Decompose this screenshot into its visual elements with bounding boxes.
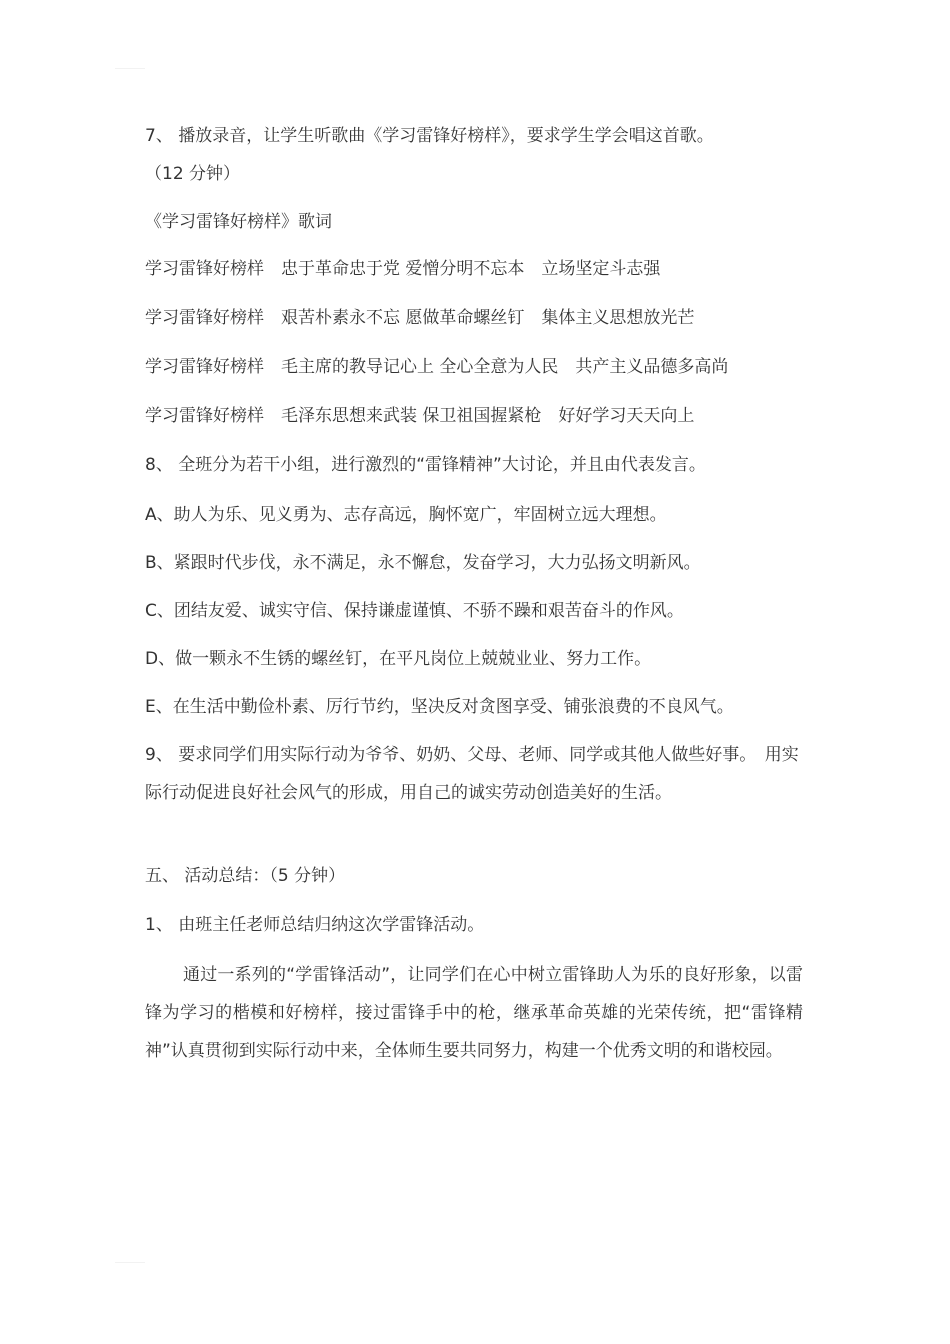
item-7-text: 7、 播放录音，让学生听歌曲《学习雷锋好榜样》，要求学生学会唱这首歌。: [145, 126, 714, 146]
discussion-point-b: B、紧跟时代步伐，永不满足，永不懈怠，发奋学习，大力弘扬文明新风。: [145, 553, 701, 573]
lyrics-line: 学习雷锋好榜样 艰苦朴素永不忘 愿做革命螺丝钉 集体主义思想放光芒: [145, 308, 695, 328]
item-7-duration: （12 分钟）: [145, 164, 241, 184]
item-8-text: 8、 全班分为若干小组，进行激烈的“雷锋精神”大讨论，并且由代表发言。: [145, 455, 706, 475]
summary-item-1: 1、 由班主任老师总结归纳这次学雷锋活动。: [145, 915, 485, 935]
discussion-point-a: A、助人为乐、见义勇为、志存高远，胸怀宽广，牢固树立远大理想。: [145, 505, 667, 525]
discussion-point-c: C、团结友爱、诚实守信、保持谦虚谨慎、不骄不躁和艰苦奋斗的作风。: [145, 601, 684, 621]
item-9-text: 9、 要求同学们用实际行动为爷爷、奶奶、父母、老师、同学或其他人做些好事。 用实际行动促进良好社会风气的形成，用自己的诚实劳动创造美好的生活。: [145, 745, 799, 803]
lyrics-line: 学习雷锋好榜样 毛泽东思想来武装 保卫祖国握紧枪 好好学习天天向上: [145, 406, 695, 426]
page-corner-mark: [115, 68, 145, 69]
section-5-heading: 五、 活动总结：（5 分钟）: [145, 866, 346, 886]
lyrics-line: 学习雷锋好榜样 毛主席的教导记心上 全心全意为人民 共产主义品德多高尚: [145, 357, 729, 377]
discussion-point-e: E、在生活中勤俭朴素、厉行节约，坚决反对贪图享受、铺张浪费的不良风气。: [145, 697, 734, 717]
page-corner-mark: [115, 1262, 145, 1263]
conclusion-paragraph: 通过一系列的“学雷锋活动”，让同学们在心中树立雷锋助人为乐的良好形象，以雷锋为学习的楷模和好榜样，接过雷锋手中的枪，继承革命英雄的光荣传统，把“雷锋精神”认真贯彻到实际行动中来，全体师生要共同努力，构建一个优秀文明的和谐校园。: [145, 965, 803, 1061]
lyrics-title: 《学习雷锋好榜样》歌词: [145, 212, 332, 232]
discussion-point-d: D、做一颗永不生锈的螺丝钉，在平凡岗位上兢兢业业、努力工作。: [145, 649, 652, 669]
lyrics-line: 学习雷锋好榜样 忠于革命忠于党 爱憎分明不忘本 立场坚定斗志强: [145, 259, 661, 279]
